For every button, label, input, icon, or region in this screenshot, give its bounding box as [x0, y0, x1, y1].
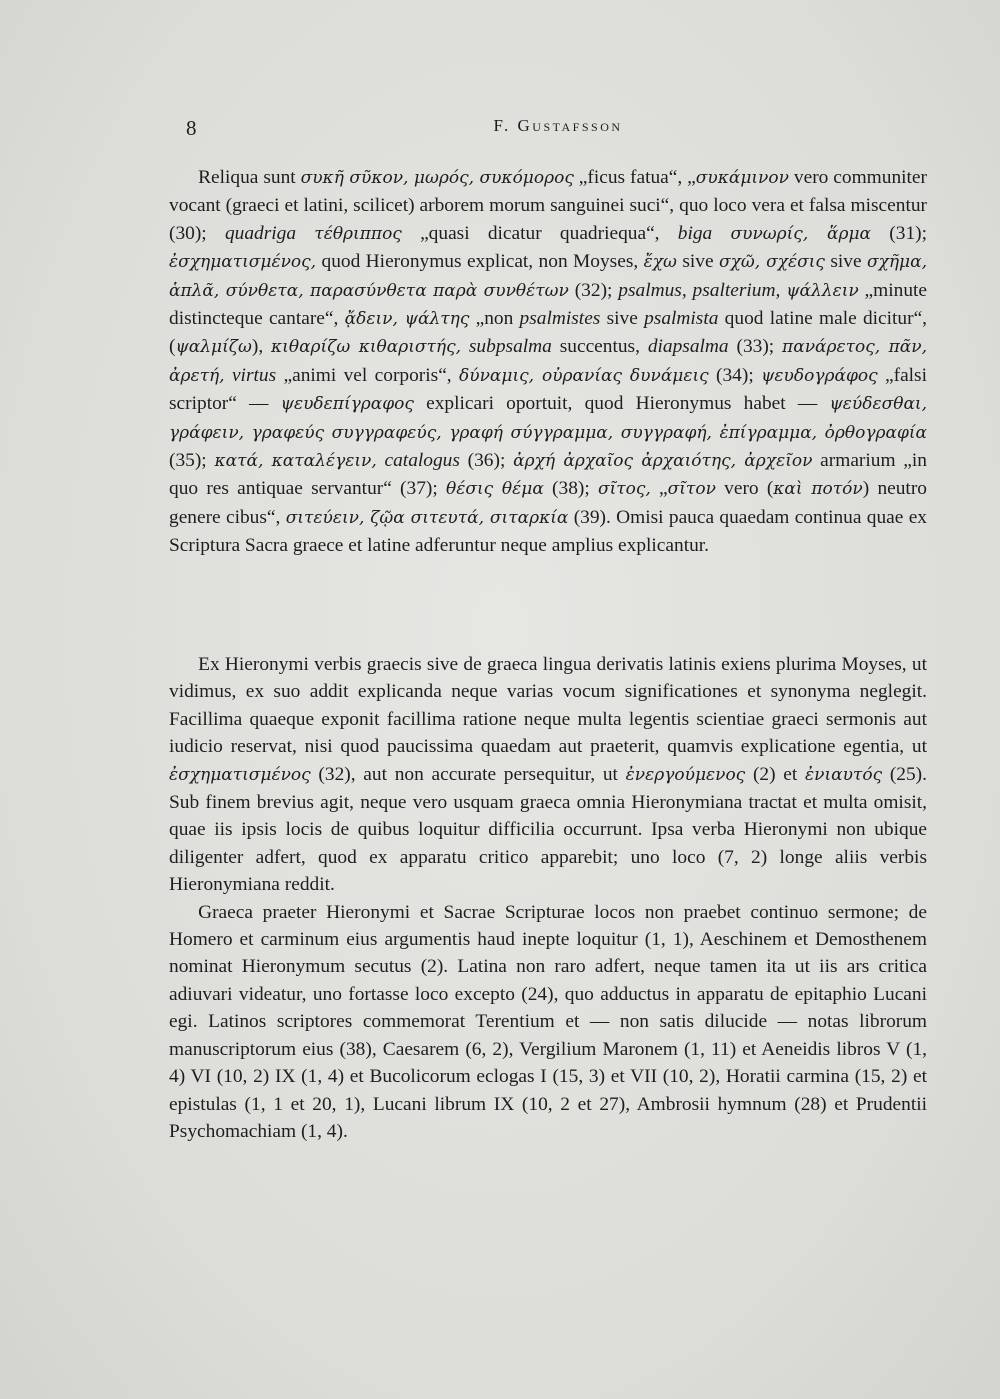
- text-run: (38);: [543, 478, 598, 500]
- text-run: quod latine male dicitur“, (: [169, 308, 928, 358]
- text-run: „non: [469, 308, 520, 330]
- text-run: „ficus fatua“, „: [573, 167, 696, 188]
- greek-term: ἐσχηματισμένος,: [169, 252, 317, 273]
- greek-term: σῖτος,: [597, 479, 651, 500]
- text-run: „animi vel corporis“,: [276, 364, 460, 386]
- text-run: explicari oportuit, quod Hieronymus habet —: [413, 393, 830, 415]
- greek-term: σχῶ, σχέσις: [718, 252, 825, 273]
- greek-term: ψεύδεσθαι, γράφειν, γραφεύς συγγραφεύς, γραφή σύγγραμμα, συγγραφή, ἐπίγραμμα, ὀρθογραφία: [169, 394, 927, 443]
- text-run: ) neutro genere cibus“,: [169, 478, 927, 528]
- latin-term: psalmus, psalterium,: [618, 279, 781, 301]
- running-head-author: F. Gustafsson: [493, 116, 623, 135]
- text-run: (39). Omisi pauca quaedam continua quae ex Scriptura Sacra graece et latine adferuntur neque amplius explicantur.: [169, 506, 927, 557]
- paragraph-graeca-praeter: [169, 899, 927, 1146]
- text-run: „minute distincteque cantare“,: [169, 279, 928, 330]
- greek-term: κατά, καταλέγειν,: [214, 451, 377, 472]
- greek-term: ψαλμίζω: [175, 337, 252, 358]
- text-run: [377, 450, 385, 471]
- text-run: (36);: [459, 450, 514, 472]
- text-run: (33);: [728, 336, 783, 358]
- text-run: armarium „in quo res antiquae servantur“ (37);: [169, 450, 927, 500]
- text-run: (25). Sub finem brevius agit, neque vero usquam graeca omnia Hieronymiana tractat et multa omisit, quae iis ipsis locis de quibus loquitur difficilia occurrunt. Ipsa verba Hieronymi non ubique diligenter adfert, quod ex apparatu critico apparebit; uno loco (7, 2) longe aliis verbis Hieronymiana reddit.: [169, 763, 927, 896]
- latin-term: psalmista: [644, 308, 719, 330]
- text-run: (32);: [568, 279, 619, 301]
- latin-term: virtus: [231, 364, 277, 386]
- greek-term: συκῆ σῦκον, μωρός, συκόμορος: [300, 168, 574, 188]
- paragraph-reliqua: [169, 164, 927, 560]
- latin-term: subpsalma: [468, 336, 552, 358]
- greek-term: ἐνιαυτός: [805, 764, 883, 785]
- greek-term: ψευδογράφος: [761, 365, 878, 386]
- text-run: [461, 336, 469, 357]
- text-run: „: [650, 478, 668, 500]
- greek-term: συνωρίς, ἅρμα: [730, 223, 872, 244]
- greek-term: σῖτον: [667, 479, 716, 500]
- greek-term: ἔχω: [643, 252, 677, 273]
- latin-term: catalogus: [384, 450, 460, 472]
- greek-term: ἐνεργούμενος: [625, 764, 746, 785]
- text-run: vero communiter vocant (graeci et latini, scilicet) arborem morum sanguinei suci“, quo loco vera et falsa miscentur (30);: [169, 167, 927, 244]
- latin-term: quadriga: [224, 222, 297, 244]
- running-head: [186, 116, 930, 140]
- greek-term: σχῆμα, ἁπλᾶ, σύνθετα, παρασύνθετα παρὰ συνθέτων: [169, 252, 927, 301]
- text-run: (35);: [169, 450, 215, 472]
- greek-term: κιθαρίζω κιθαριστής,: [271, 337, 462, 358]
- text-run: Graeca praeter Hieronymi et Sacrae Scripturae locos non praebet continuo sermone; de Homero et carminum eius argumentis haud inepte loquitur (1, 1), Aeschinem et Demosthenem nominat Hieronymum secutus (2). Latina non raro adfert, neque tamen ita ut iis ars critica adiuvari videatur, uno fortasse loco excepto (24), quo adductus in apparatu de epitaphio Lucani egi. Latinos scriptores commemorat Terentium et — non satis dilucide — notas librorum manuscriptorum eius (38), Caesarem (6, 2), Vergilium Maronem (1, 11) et Aeneidis libros V (1, 4) VI (10, 2) IX (1, 4) et Bucolicorum eclogas I (15, 3) et VII (10, 2), Horatii carmina (15, 2) et epistulas (1, 1 et 20, 1), Lucani librum IX (10, 2 et 27), Ambrosii hymnum (28) et Prudentii Psychomachiam (1, 4).: [169, 901, 927, 1142]
- text-run: ),: [251, 336, 272, 358]
- greek-term: ψευδεπίγραφος: [280, 394, 414, 415]
- greek-term: συκάμινον: [695, 168, 789, 188]
- text-run: sive: [824, 251, 867, 273]
- text-run: (2) et: [745, 763, 805, 785]
- text-run: Reliqua sunt: [198, 167, 301, 188]
- greek-term: ψάλλειν: [786, 280, 859, 301]
- text-run: succentus,: [551, 336, 648, 358]
- text-run: Ex Hieronymi verbis graecis sive de graeca lingua derivatis latinis exiens plurima Moyses, ut vidimus, ex suo addit explicanda neque varias vocum significationes et synonyma neglegit. Facillima quaeque exponit facillima ratione neque multa legentis scientiae graeci sermonis aut iudicio reservat, nisi quod paucissima quaedam aut praeterit, quamvis explicatione egentia, ut: [169, 654, 927, 758]
- greek-term: ἐσχηματισμένος: [169, 764, 311, 785]
- text-run: [296, 223, 314, 244]
- text-run: sive: [676, 251, 719, 273]
- greek-term: τέθριππος: [314, 223, 402, 244]
- text-run: (32), aut non accurate persequitur, ut: [310, 763, 626, 785]
- page-number: 8: [186, 116, 197, 140]
- greek-term: πανάρετος, πᾶν, ἀρετή,: [169, 337, 927, 386]
- latin-term: biga: [677, 222, 713, 244]
- greek-term: καὶ ποτόν: [773, 479, 863, 500]
- latin-term: psalmistes: [519, 308, 601, 330]
- greek-term: δύναμις, οὐρανίας δυνάμεις: [459, 365, 709, 386]
- greek-term: θέσις θέμα: [445, 479, 544, 500]
- text-run: [225, 365, 232, 386]
- text-run: vero (: [715, 478, 774, 500]
- greek-term: ἀρχή ἀρχαῖος ἀρχαιότης, ἀρχεῖον: [513, 451, 813, 472]
- greek-term: ᾄδειν, ψάλτης: [344, 309, 470, 330]
- text-run: „falsi scriptor“ —: [169, 364, 927, 415]
- text-run: [712, 223, 730, 244]
- text-run: (34);: [708, 364, 762, 386]
- latin-term: diapsalma: [647, 336, 729, 358]
- text-run: quod Hieronymus explicat, non Moyses,: [316, 251, 644, 273]
- text-block-2: [169, 651, 927, 1145]
- greek-term: σιτεύειν, ζῷα σιτευτά, σιταρκία: [285, 507, 569, 528]
- text-run: (31);: [871, 222, 927, 244]
- paragraph-ex-hieronymi: [169, 651, 927, 899]
- text-run: „quasi dicatur quadriequa“,: [401, 222, 678, 244]
- text-block-1: [169, 164, 927, 560]
- text-run: sive: [600, 308, 645, 330]
